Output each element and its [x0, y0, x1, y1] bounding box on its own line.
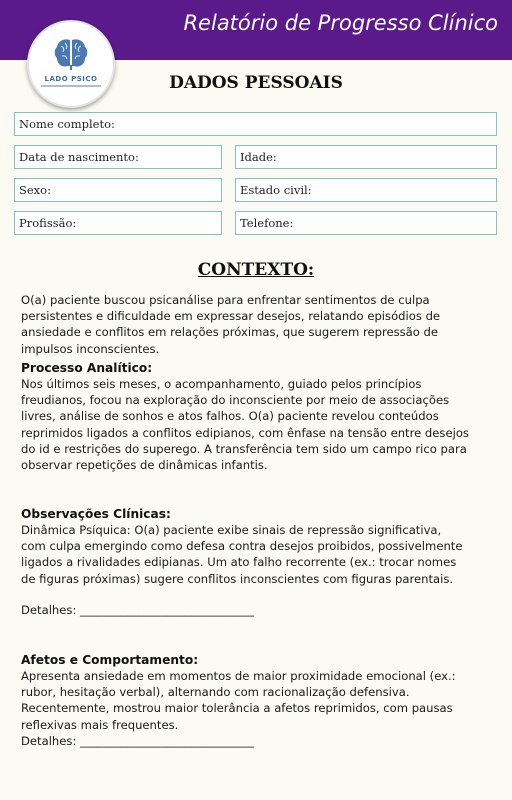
- affect-text: Apresenta ansiedade em momentos de maior proximidade emocional (ex.: rubor, hesitação verbal), alternando com racionalização defensiva. Recentemente, mostrou maior tolerância a afetos reprimidos, com pausas reflexivas mais frequentes.: [21, 669, 456, 732]
- logo-text: LADO PSICO: [44, 75, 98, 83]
- affect-heading: Afetos e Comportamento:: [21, 653, 199, 667]
- logo: [27, 20, 115, 108]
- full-name-field[interactable]: Nome completo:: [14, 112, 497, 136]
- age-field[interactable]: Idade:: [235, 145, 497, 169]
- phone-field[interactable]: Telefone:: [235, 211, 497, 235]
- context-title: CONTEXTO:: [197, 260, 315, 280]
- process-text: Nos últimos seis meses, o acompanhamento, guiado pelos princípios freudianos, focou na exploração do inconsciente por meio de associações livres, análise de sonhos e atos falhos. O(a) paciente revelou conteúdos reprimidos ligados a conflitos edipianos, com ênfase na tensão entre desejos do id e restrições do superego. A transferência tem sido um campo rico para observar repetições de dinâmicas infantis.: [21, 377, 469, 473]
- observations-heading: Observações Clínicas:: [21, 507, 171, 521]
- brain-icon: [53, 36, 89, 72]
- context-intro: O(a) paciente buscou psicanálise para enfrentar sentimentos de culpa persistentes e dificuldade em expressar desejos, relatando episódios de ansiedade e conflitos em relações próximas, que sugerem repressão de impulsos inconscientes.: [21, 293, 441, 356]
- report-title: Relatório de Progresso Clínico: [183, 11, 498, 35]
- profession-field[interactable]: Profissão:: [14, 211, 222, 235]
- affect-details[interactable]: Detalhes: ______________________________: [21, 734, 254, 748]
- process-heading: Processo Analítico:: [21, 361, 153, 375]
- observations-text: Dinâmica Psíquica: O(a) paciente exibe sinais de repressão significativa, com culpa emergindo como defesa contra desejos proibidos, possivelmente ligados a rivalidades edipianas. Um ato falho recorrente (ex.: trocar nomes de figuras próximas) sugere conflitos inconscientes com figuras parentais.: [21, 523, 463, 586]
- birth-date-field[interactable]: Data de nascimento:: [14, 145, 222, 169]
- personal-data-title: DADOS PESSOAIS: [169, 73, 343, 93]
- observations-details[interactable]: Detalhes: ______________________________: [21, 603, 254, 617]
- sex-field[interactable]: Sexo:: [14, 178, 222, 202]
- marital-status-field[interactable]: Estado civil:: [235, 178, 497, 202]
